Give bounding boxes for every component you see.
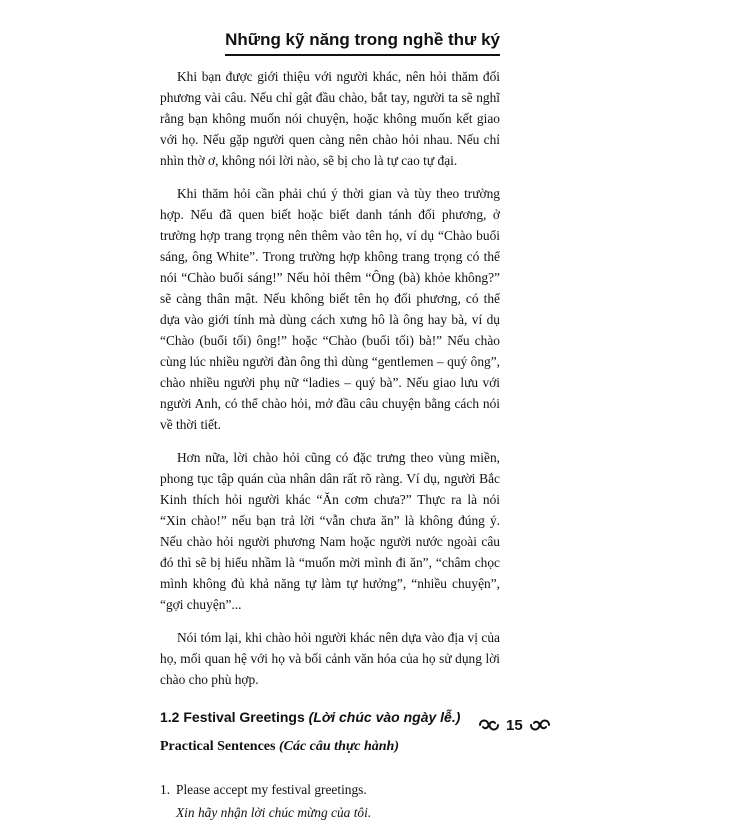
paragraph-3: Hơn nữa, lời chào hỏi cũng có đặc trưng theo vùng miền, phong tục tập quán của nhân dân rất rõ ràng. Ví dụ, người Bắc Kinh thích hỏi người khác “Ăn cơm chưa?” Thực ra là nói “Xin chào!” nếu bạn trả lời “vẫn chưa ăn” là không đúng ý. Nếu chào hỏi người phương Nam hoặc người nước ngoài câu đó thì sẽ bị hiểu nhầm là “muốn mời mình đi ăn”, “châm chọc mình không đủ khả năng tự làm tự hưởng”, “nhiều chuyện”, “gợi chuyện”... — [160, 450, 500, 612]
page-body — [160, 66, 500, 823]
page-number: 15 — [506, 716, 523, 734]
practice-item-english: Please accept my festival greetings. — [176, 782, 367, 797]
section-heading — [160, 707, 500, 728]
practical-heading — [160, 736, 500, 757]
right-scroll-ornament-icon — [529, 717, 551, 733]
chapter-title: Những kỹ năng trong nghề thư ký — [225, 30, 500, 56]
paragraph-1: Khi bạn được giới thiệu với người khác, nên hỏi thăm đối phương vài câu. Nếu chỉ gật đầu chào, bắt tay, người ta sẽ nghĩ rằng bạn không muốn nói chuyện, hoặc không muốn kết giao với họ. Nếu gặp người quen càng nên chào hỏi nhau. Nếu chỉ nhìn thờ ơ, không nói lời nào, sẽ bị cho là tự cao tự đại. — [160, 69, 500, 168]
practical-heading-en: Practical Sentences — [160, 739, 276, 754]
paragraph-4: Nói tóm lại, khi chào hỏi người khác nên dựa vào địa vị của họ, mối quan hệ với họ và bối cảnh văn hóa của họ sử dụng lời chào cho phù hợp. — [160, 630, 500, 687]
section-heading-en: 1.2 Festival Greetings — [160, 709, 305, 725]
section-heading-vi: (Lời chúc vào ngày lễ.) — [308, 709, 461, 725]
paragraph-2: Khi thăm hỏi cần phải chú ý thời gian và tùy theo trường hợp. Nếu đã quen biết hoặc biết danh tánh đối phương, ở trường hợp trang trọng nên thêm vào tên họ, ví dụ “Chào buổi sáng, ông White”. Trong trường hợp không trang trọng có thể nói “Chào buổi sáng!” Nếu hỏi thêm “Ông (bà) khỏe không?” sẽ càng thân mật. Nếu không biết tên họ đối phương, có thể dựa vào giới tính mà dùng cách xưng hô là ông hay bà, ví dụ “Chào (buổi tối) ông!” hoặc “Chào (buổi tối) bà!” Nếu chào cùng lúc nhiều người đàn ông thì dùng “gentlemen – quý ông”, chào nhiều người phụ nữ “ladies – quý bà”. Nếu giao lưu với người Anh, có thể chào hỏi, mở đầu câu chuyện bằng cách nói về thời tiết. — [160, 186, 500, 432]
page-footer — [478, 713, 551, 737]
practical-heading-vi: (Các câu thực hành) — [278, 739, 399, 754]
running-header — [160, 30, 500, 56]
left-scroll-ornament-icon — [478, 717, 500, 733]
practice-item-vietnamese: Xin hãy nhận lời chúc mừng của tôi. — [176, 805, 372, 820]
practice-item-number: 1. — [160, 782, 171, 797]
practice-item — [160, 779, 500, 823]
